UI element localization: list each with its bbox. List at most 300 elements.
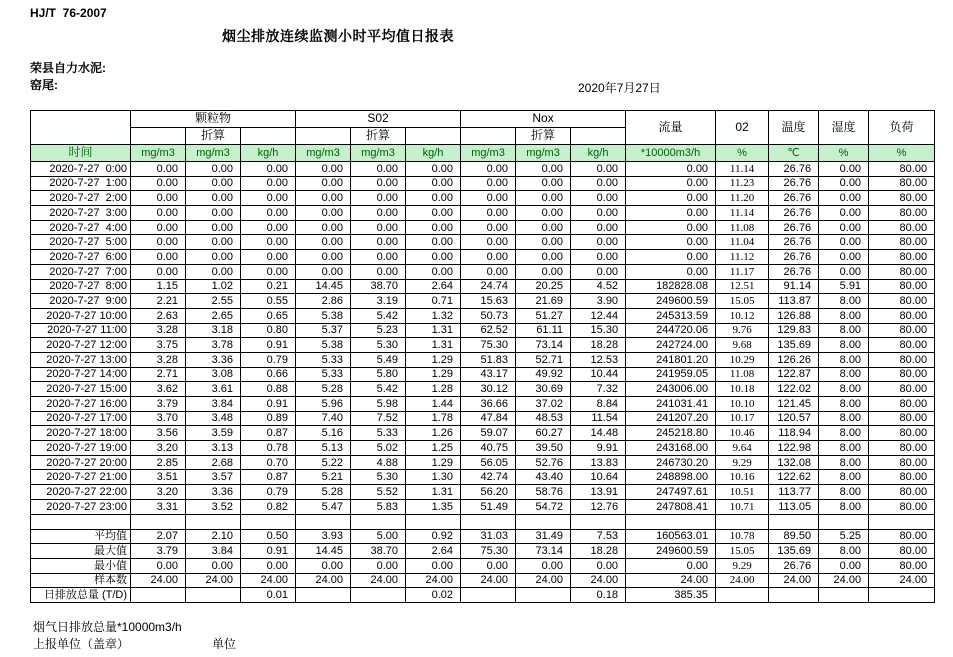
summary-value-cell: 24.00 xyxy=(296,573,351,588)
summary-value-cell: 24.00 xyxy=(131,573,186,588)
value-cell: 80.00 xyxy=(869,279,935,294)
value-cell: 9.91 xyxy=(571,441,626,456)
report-date: 2020年7月27日 xyxy=(578,81,661,95)
value-cell: 61.11 xyxy=(516,323,571,338)
value-cell: 0.00 xyxy=(571,176,626,191)
value-cell: 247808.41 xyxy=(626,499,716,514)
value-cell: 10.71 xyxy=(716,499,769,514)
summary-value-cell xyxy=(186,588,241,603)
summary-value-cell: 0.01 xyxy=(241,588,296,603)
summary-value-cell: 0.00 xyxy=(516,558,571,573)
value-cell: 2.65 xyxy=(186,308,241,323)
value-cell: 245218.80 xyxy=(626,426,716,441)
value-cell: 121.45 xyxy=(769,397,819,412)
value-cell: 0.00 xyxy=(406,264,461,279)
empty-cell xyxy=(819,514,869,529)
value-cell: 21.69 xyxy=(516,294,571,309)
table-row xyxy=(31,264,935,279)
value-cell: 13.83 xyxy=(571,455,626,470)
value-cell: 7.52 xyxy=(351,411,406,426)
value-cell: 0.00 xyxy=(351,235,406,250)
summary-value-cell: 14.45 xyxy=(296,544,351,559)
empty-header-cell xyxy=(296,128,351,145)
value-cell: 54.72 xyxy=(516,499,571,514)
value-cell: 0.00 xyxy=(819,206,869,221)
summary-value-cell: 249600.59 xyxy=(626,544,716,559)
value-cell: 0.00 xyxy=(406,191,461,206)
value-cell: 3.70 xyxy=(131,411,186,426)
summary-value-cell: 2.10 xyxy=(186,529,241,544)
summary-value-cell: 10.78 xyxy=(716,529,769,544)
value-cell: 0.00 xyxy=(516,206,571,221)
summary-value-cell: 5.00 xyxy=(351,529,406,544)
value-cell: 1.28 xyxy=(406,382,461,397)
value-cell: 0.00 xyxy=(406,235,461,250)
value-cell: 12.51 xyxy=(716,279,769,294)
value-cell: 80.00 xyxy=(869,441,935,456)
value-cell: 60.27 xyxy=(516,426,571,441)
value-cell: 62.52 xyxy=(461,323,516,338)
value-cell: 10.29 xyxy=(716,352,769,367)
value-cell: 247497.61 xyxy=(626,485,716,500)
value-cell: 43.40 xyxy=(516,470,571,485)
summary-value-cell: 0.00 xyxy=(296,558,351,573)
value-cell: 0.88 xyxy=(241,382,296,397)
value-cell: 8.84 xyxy=(571,397,626,412)
value-cell: 8.00 xyxy=(819,441,869,456)
summary-row xyxy=(31,544,935,559)
value-cell: 4.52 xyxy=(571,279,626,294)
unit-cell: mg/m3 xyxy=(351,145,406,162)
value-cell: 244720.06 xyxy=(626,323,716,338)
value-cell: 13.91 xyxy=(571,485,626,500)
summary-value-cell: 24.00 xyxy=(571,573,626,588)
table-row xyxy=(31,455,935,470)
value-cell: 52.76 xyxy=(516,455,571,470)
value-cell: 122.62 xyxy=(769,470,819,485)
value-cell: 0.00 xyxy=(626,191,716,206)
summary-value-cell: 24.00 xyxy=(626,573,716,588)
value-cell: 0.00 xyxy=(819,235,869,250)
table-row xyxy=(31,367,935,382)
value-cell: 3.19 xyxy=(351,294,406,309)
value-cell: 80.00 xyxy=(869,426,935,441)
value-cell: 1.31 xyxy=(406,485,461,500)
value-cell: 135.69 xyxy=(769,338,819,353)
summary-label: 最大值 xyxy=(31,544,131,559)
value-cell: 3.62 xyxy=(131,382,186,397)
value-cell: 8.00 xyxy=(819,426,869,441)
summary-value-cell: 5.25 xyxy=(819,529,869,544)
value-cell: 75.30 xyxy=(461,338,516,353)
value-cell: 0.00 xyxy=(516,235,571,250)
value-cell: 3.57 xyxy=(186,470,241,485)
value-cell: 5.33 xyxy=(351,426,406,441)
value-cell: 3.79 xyxy=(131,397,186,412)
value-cell: 3.61 xyxy=(186,382,241,397)
empty-cell xyxy=(716,514,769,529)
value-cell: 0.00 xyxy=(296,220,351,235)
value-cell: 0.00 xyxy=(571,250,626,265)
value-cell: 0.00 xyxy=(296,162,351,177)
value-cell: 11.20 xyxy=(716,191,769,206)
unit-cell: mg/m3 xyxy=(186,145,241,162)
value-cell: 37.02 xyxy=(516,397,571,412)
summary-row xyxy=(31,529,935,544)
value-cell: 0.00 xyxy=(626,206,716,221)
value-cell: 0.00 xyxy=(461,264,516,279)
summary-value-cell: 15.05 xyxy=(716,544,769,559)
converted-label-pm: 折算 xyxy=(186,128,241,145)
value-cell: 249600.59 xyxy=(626,294,716,309)
value-cell: 80.00 xyxy=(869,470,935,485)
value-cell: 91.14 xyxy=(769,279,819,294)
value-cell: 5.91 xyxy=(819,279,869,294)
value-cell: 3.52 xyxy=(186,499,241,514)
value-cell: 0.00 xyxy=(241,220,296,235)
value-cell: 0.00 xyxy=(351,206,406,221)
value-cell: 9.64 xyxy=(716,441,769,456)
value-cell: 49.92 xyxy=(516,367,571,382)
empty-cell xyxy=(571,514,626,529)
summary-value-cell: 0.92 xyxy=(406,529,461,544)
value-cell: 3.20 xyxy=(131,485,186,500)
value-cell: 0.00 xyxy=(351,250,406,265)
value-cell: 0.00 xyxy=(516,176,571,191)
value-cell: 0.00 xyxy=(131,264,186,279)
time-cell: 2020-7-27 22:00 xyxy=(31,485,131,500)
value-cell: 11.17 xyxy=(716,264,769,279)
empty-cell xyxy=(241,514,296,529)
value-cell: 18.28 xyxy=(571,338,626,353)
empty-header-cell xyxy=(461,128,516,145)
value-cell: 8.00 xyxy=(819,470,869,485)
unit-cell: mg/m3 xyxy=(131,145,186,162)
summary-value-cell xyxy=(131,588,186,603)
value-cell: 9.76 xyxy=(716,323,769,338)
time-cell: 2020-7-27 20:00 xyxy=(31,455,131,470)
value-cell: 26.76 xyxy=(769,220,819,235)
separator-row xyxy=(31,514,935,529)
col-flow: 流量 xyxy=(626,111,716,145)
value-cell: 9.29 xyxy=(716,455,769,470)
standard-code: HJ/T 76-2007 xyxy=(30,6,107,20)
empty-cell xyxy=(186,514,241,529)
col-group-particulate: 颗粒物 xyxy=(131,111,296,128)
value-cell: 51.83 xyxy=(461,352,516,367)
col-load: 负荷 xyxy=(869,111,935,145)
value-cell: 26.76 xyxy=(769,191,819,206)
value-cell: 80.00 xyxy=(869,176,935,191)
header-corner-cell xyxy=(31,111,131,145)
value-cell: 0.00 xyxy=(516,162,571,177)
value-cell: 8.00 xyxy=(819,382,869,397)
value-cell: 30.12 xyxy=(461,382,516,397)
value-cell: 0.00 xyxy=(406,250,461,265)
summary-value-cell: 8.00 xyxy=(819,544,869,559)
empty-header-cell xyxy=(241,128,296,145)
value-cell: 243168.00 xyxy=(626,441,716,456)
value-cell: 3.84 xyxy=(186,397,241,412)
value-cell: 8.00 xyxy=(819,499,869,514)
value-cell: 52.71 xyxy=(516,352,571,367)
summary-value-cell: 80.00 xyxy=(869,558,935,573)
summary-value-cell: 0.00 xyxy=(819,558,869,573)
value-cell: 1.31 xyxy=(406,323,461,338)
unit-cell: % xyxy=(869,145,935,162)
value-cell: 0.00 xyxy=(819,250,869,265)
value-cell: 0.00 xyxy=(406,220,461,235)
summary-value-cell: 0.02 xyxy=(406,588,461,603)
col-group-nox: Nox xyxy=(461,111,626,128)
value-cell: 5.42 xyxy=(351,308,406,323)
value-cell: 0.00 xyxy=(461,235,516,250)
time-cell: 2020-7-27 23:00 xyxy=(31,499,131,514)
value-cell: 73.14 xyxy=(516,338,571,353)
col-humidity: 湿度 xyxy=(819,111,869,145)
summary-value-cell: 0.18 xyxy=(571,588,626,603)
value-cell: 11.23 xyxy=(716,176,769,191)
time-cell: 2020-7-27 2:00 xyxy=(31,191,131,206)
value-cell: 5.21 xyxy=(296,470,351,485)
value-cell: 3.36 xyxy=(186,485,241,500)
time-cell: 2020-7-27 5:00 xyxy=(31,235,131,250)
summary-value-cell xyxy=(819,588,869,603)
summary-value-cell xyxy=(461,588,516,603)
value-cell: 3.59 xyxy=(186,426,241,441)
summary-value-cell: 24.00 xyxy=(819,573,869,588)
value-cell: 5.33 xyxy=(296,367,351,382)
value-cell: 10.44 xyxy=(571,367,626,382)
value-cell: 248898.00 xyxy=(626,470,716,485)
value-cell: 26.76 xyxy=(769,264,819,279)
value-cell: 0.21 xyxy=(241,279,296,294)
summary-value-cell: 7.53 xyxy=(571,529,626,544)
unit-cell: kg/h xyxy=(241,145,296,162)
table-row xyxy=(31,308,935,323)
value-cell: 0.00 xyxy=(571,162,626,177)
summary-value-cell: 0.00 xyxy=(571,558,626,573)
flue-gas-daily-total-label: 烟气日排放总量*10000m3/h xyxy=(33,620,182,634)
summary-value-cell: 89.50 xyxy=(769,529,819,544)
value-cell: 43.17 xyxy=(461,367,516,382)
time-cell: 2020-7-27 10:00 xyxy=(31,308,131,323)
empty-cell xyxy=(516,514,571,529)
summary-value-cell: 0.00 xyxy=(241,558,296,573)
value-cell: 1.29 xyxy=(406,352,461,367)
value-cell: 5.38 xyxy=(296,338,351,353)
value-cell: 0.00 xyxy=(241,162,296,177)
time-cell: 2020-7-27 11:00 xyxy=(31,323,131,338)
unit-cell: *10000m3/h xyxy=(626,145,716,162)
summary-value-cell: 31.49 xyxy=(516,529,571,544)
converted-label-nox: 折算 xyxy=(516,128,571,145)
value-cell: 80.00 xyxy=(869,162,935,177)
value-cell: 3.08 xyxy=(186,367,241,382)
table-row xyxy=(31,441,935,456)
value-cell: 5.37 xyxy=(296,323,351,338)
summary-value-cell xyxy=(351,588,406,603)
table-row xyxy=(31,499,935,514)
value-cell: 0.00 xyxy=(296,191,351,206)
col-group-so2: S02 xyxy=(296,111,461,128)
value-cell: 8.00 xyxy=(819,338,869,353)
time-cell: 2020-7-27 0:00 xyxy=(31,162,131,177)
value-cell: 0.00 xyxy=(186,264,241,279)
summary-value-cell: 26.76 xyxy=(769,558,819,573)
time-cell: 2020-7-27 12:00 xyxy=(31,338,131,353)
value-cell: 5.22 xyxy=(296,455,351,470)
value-cell: 7.32 xyxy=(571,382,626,397)
value-cell: 241031.41 xyxy=(626,397,716,412)
value-cell: 0.00 xyxy=(819,220,869,235)
time-column-header: 时间 xyxy=(31,145,131,162)
value-cell: 8.00 xyxy=(819,308,869,323)
value-cell: 8.00 xyxy=(819,485,869,500)
table-row xyxy=(31,294,935,309)
value-cell: 0.00 xyxy=(516,220,571,235)
value-cell: 12.76 xyxy=(571,499,626,514)
summary-value-cell: 24.00 xyxy=(769,573,819,588)
value-cell: 3.75 xyxy=(131,338,186,353)
value-cell: 0.00 xyxy=(296,264,351,279)
summary-label: 样本数 xyxy=(31,573,131,588)
value-cell: 20.25 xyxy=(516,279,571,294)
empty-header-cell xyxy=(406,128,461,145)
table-row xyxy=(31,352,935,367)
value-cell: 5.23 xyxy=(351,323,406,338)
table-row xyxy=(31,470,935,485)
empty-header-cell xyxy=(131,128,186,145)
value-cell: 26.76 xyxy=(769,162,819,177)
value-cell: 80.00 xyxy=(869,235,935,250)
empty-cell xyxy=(626,514,716,529)
value-cell: 0.00 xyxy=(461,220,516,235)
value-cell: 0.00 xyxy=(241,191,296,206)
value-cell: 8.00 xyxy=(819,323,869,338)
col-temperature: 温度 xyxy=(769,111,819,145)
summary-value-cell: 24.00 xyxy=(461,573,516,588)
value-cell: 0.87 xyxy=(241,470,296,485)
value-cell: 80.00 xyxy=(869,352,935,367)
value-cell: 3.90 xyxy=(571,294,626,309)
value-cell: 0.78 xyxy=(241,441,296,456)
value-cell: 0.66 xyxy=(241,367,296,382)
value-cell: 122.98 xyxy=(769,441,819,456)
summary-value-cell: 3.84 xyxy=(186,544,241,559)
value-cell: 10.51 xyxy=(716,485,769,500)
value-cell: 0.80 xyxy=(241,323,296,338)
value-cell: 56.05 xyxy=(461,455,516,470)
summary-value-cell: 24.00 xyxy=(516,573,571,588)
value-cell: 10.64 xyxy=(571,470,626,485)
summary-value-cell: 2.07 xyxy=(131,529,186,544)
summary-value-cell: 31.03 xyxy=(461,529,516,544)
value-cell: 0.00 xyxy=(351,220,406,235)
value-cell: 5.28 xyxy=(296,485,351,500)
value-cell: 5.28 xyxy=(296,382,351,397)
empty-cell xyxy=(31,514,131,529)
summary-value-cell: 24.00 xyxy=(716,573,769,588)
value-cell: 7.40 xyxy=(296,411,351,426)
value-cell: 5.33 xyxy=(296,352,351,367)
value-cell: 11.04 xyxy=(716,235,769,250)
table-row xyxy=(31,235,935,250)
table-row xyxy=(31,338,935,353)
value-cell: 26.76 xyxy=(769,206,819,221)
value-cell: 11.12 xyxy=(716,250,769,265)
value-cell: 11.08 xyxy=(716,367,769,382)
summary-label: 最小值 xyxy=(31,558,131,573)
value-cell: 12.44 xyxy=(571,308,626,323)
value-cell: 80.00 xyxy=(869,250,935,265)
header-group-row xyxy=(31,111,935,128)
unit-label: 单位 xyxy=(212,637,237,651)
value-cell: 0.70 xyxy=(241,455,296,470)
value-cell: 5.96 xyxy=(296,397,351,412)
time-cell: 2020-7-27 17:00 xyxy=(31,411,131,426)
value-cell: 129.83 xyxy=(769,323,819,338)
summary-value-cell: 0.00 xyxy=(406,558,461,573)
table-row xyxy=(31,191,935,206)
table-row xyxy=(31,250,935,265)
summary-value-cell: 24.00 xyxy=(869,573,935,588)
value-cell: 0.00 xyxy=(186,176,241,191)
report-table-wrapper xyxy=(30,110,935,603)
value-cell: 3.48 xyxy=(186,411,241,426)
value-cell: 0.00 xyxy=(461,176,516,191)
value-cell: 14.48 xyxy=(571,426,626,441)
value-cell: 39.50 xyxy=(516,441,571,456)
summary-value-cell: 160563.01 xyxy=(626,529,716,544)
value-cell: 8.00 xyxy=(819,397,869,412)
value-cell: 0.00 xyxy=(516,191,571,206)
summary-value-cell xyxy=(769,588,819,603)
value-cell: 122.87 xyxy=(769,367,819,382)
value-cell: 0.00 xyxy=(186,206,241,221)
value-cell: 0.55 xyxy=(241,294,296,309)
value-cell: 0.00 xyxy=(406,206,461,221)
value-cell: 80.00 xyxy=(869,206,935,221)
value-cell: 113.87 xyxy=(769,294,819,309)
value-cell: 0.00 xyxy=(241,250,296,265)
value-cell: 0.00 xyxy=(571,220,626,235)
value-cell: 2.71 xyxy=(131,367,186,382)
value-cell: 10.10 xyxy=(716,397,769,412)
value-cell: 51.49 xyxy=(461,499,516,514)
time-cell: 2020-7-27 15:00 xyxy=(31,382,131,397)
value-cell: 80.00 xyxy=(869,382,935,397)
empty-cell xyxy=(351,514,406,529)
value-cell: 3.13 xyxy=(186,441,241,456)
value-cell: 0.87 xyxy=(241,426,296,441)
value-cell: 0.00 xyxy=(819,264,869,279)
value-cell: 0.00 xyxy=(406,176,461,191)
value-cell: 26.76 xyxy=(769,235,819,250)
value-cell: 38.70 xyxy=(351,279,406,294)
summary-value-cell: 9.29 xyxy=(716,558,769,573)
value-cell: 8.00 xyxy=(819,367,869,382)
table-row xyxy=(31,397,935,412)
value-cell: 0.89 xyxy=(241,411,296,426)
value-cell: 0.00 xyxy=(461,191,516,206)
summary-value-cell: 0.00 xyxy=(626,558,716,573)
value-cell: 80.00 xyxy=(869,455,935,470)
value-cell: 15.63 xyxy=(461,294,516,309)
value-cell: 0.65 xyxy=(241,308,296,323)
value-cell: 80.00 xyxy=(869,411,935,426)
table-row xyxy=(31,279,935,294)
